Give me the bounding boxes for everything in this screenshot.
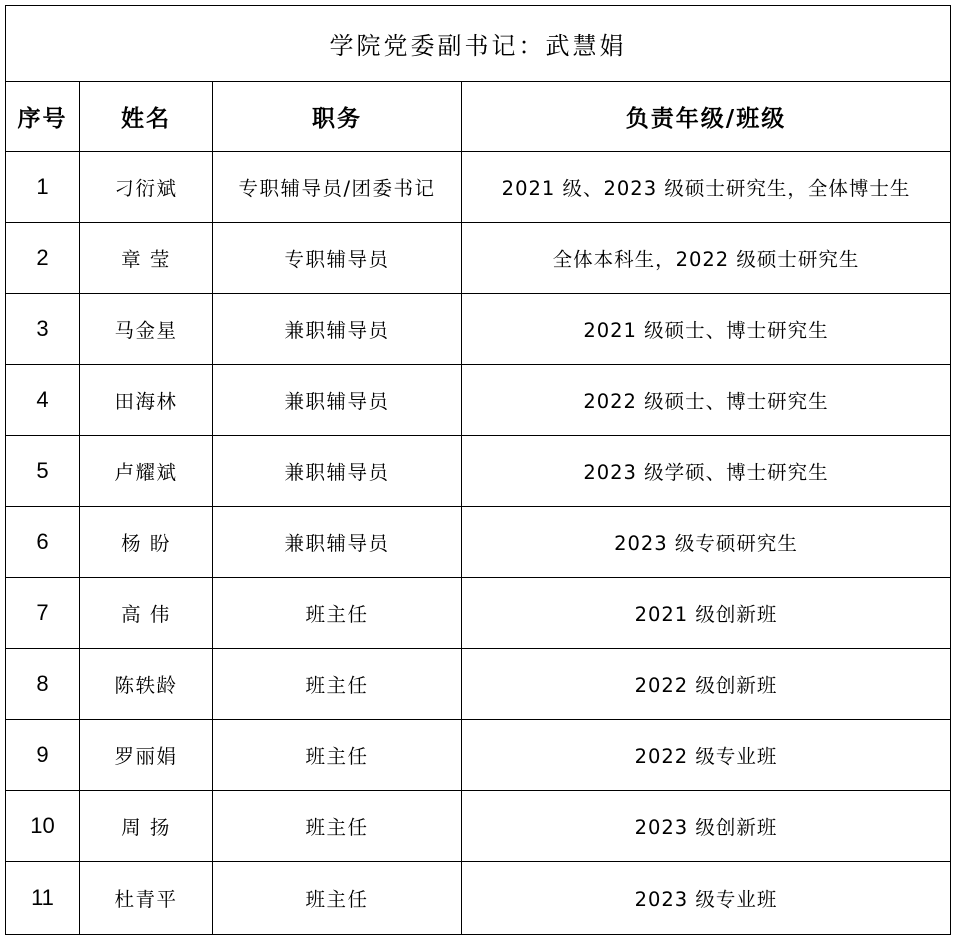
header-position: 职务 [213,82,462,152]
row-position-cell: 专职辅导员/团委书记 [213,152,462,223]
table-row [6,436,951,507]
row-responsibility-cell: 2023 级专硕研究生 [462,507,951,578]
row-index-cell: 7 [6,578,80,649]
header-index: 序号 [6,82,80,152]
row-position-cell: 班主任 [213,862,462,935]
table-row [6,791,951,862]
table-row [6,649,951,720]
row-name-cell: 卢耀斌 [80,436,213,507]
row-name-cell: 章 莹 [80,223,213,294]
row-index-cell: 2 [6,223,80,294]
table-body [6,152,951,935]
row-responsibility-cell: 2021 级硕士、博士研究生 [462,294,951,365]
row-responsibility-cell: 2023 级专业班 [462,862,951,935]
row-name-cell: 罗丽娟 [80,720,213,791]
row-name-cell: 刁衍斌 [80,152,213,223]
row-responsibility-cell: 2023 级学硕、博士研究生 [462,436,951,507]
table-row [6,578,951,649]
row-index-cell: 8 [6,649,80,720]
row-responsibility-cell: 2021 级、2023 级硕士研究生，全体博士生 [462,152,951,223]
row-responsibility-cell: 2022 级专业班 [462,720,951,791]
header-row [6,82,951,152]
row-index-cell: 5 [6,436,80,507]
row-index-cell: 11 [6,862,80,935]
table-row [6,223,951,294]
row-responsibility-cell: 2023 级创新班 [462,791,951,862]
row-responsibility-cell: 2022 级硕士、博士研究生 [462,365,951,436]
table-row [6,720,951,791]
staff-table [5,5,951,935]
row-position-cell: 兼职辅导员 [213,294,462,365]
row-position-cell: 班主任 [213,791,462,862]
row-index-cell: 1 [6,152,80,223]
row-position-cell: 班主任 [213,720,462,791]
row-index-cell: 6 [6,507,80,578]
row-name-cell: 杜青平 [80,862,213,935]
header-responsibility: 负责年级/班级 [462,82,951,152]
table-row [6,365,951,436]
row-responsibility-cell: 2021 级创新班 [462,578,951,649]
row-index-cell: 9 [6,720,80,791]
row-name-cell: 马金星 [80,294,213,365]
row-name-cell: 周 扬 [80,791,213,862]
row-responsibility-cell: 2022 级创新班 [462,649,951,720]
row-name-cell: 陈轶龄 [80,649,213,720]
table-row [6,507,951,578]
row-position-cell: 班主任 [213,649,462,720]
row-index-cell: 10 [6,791,80,862]
row-name-cell: 杨 盼 [80,507,213,578]
row-position-cell: 兼职辅导员 [213,507,462,578]
table-row [6,294,951,365]
table-row [6,862,951,935]
row-position-cell: 班主任 [213,578,462,649]
row-name-cell: 高 伟 [80,578,213,649]
table-title: 学院党委副书记：武慧娟 [6,6,951,82]
row-position-cell: 专职辅导员 [213,223,462,294]
header-name: 姓名 [80,82,213,152]
title-row [6,6,951,82]
row-responsibility-cell: 全体本科生，2022 级硕士研究生 [462,223,951,294]
row-name-cell: 田海林 [80,365,213,436]
row-index-cell: 3 [6,294,80,365]
row-index-cell: 4 [6,365,80,436]
row-position-cell: 兼职辅导员 [213,365,462,436]
table-row [6,152,951,223]
row-position-cell: 兼职辅导员 [213,436,462,507]
